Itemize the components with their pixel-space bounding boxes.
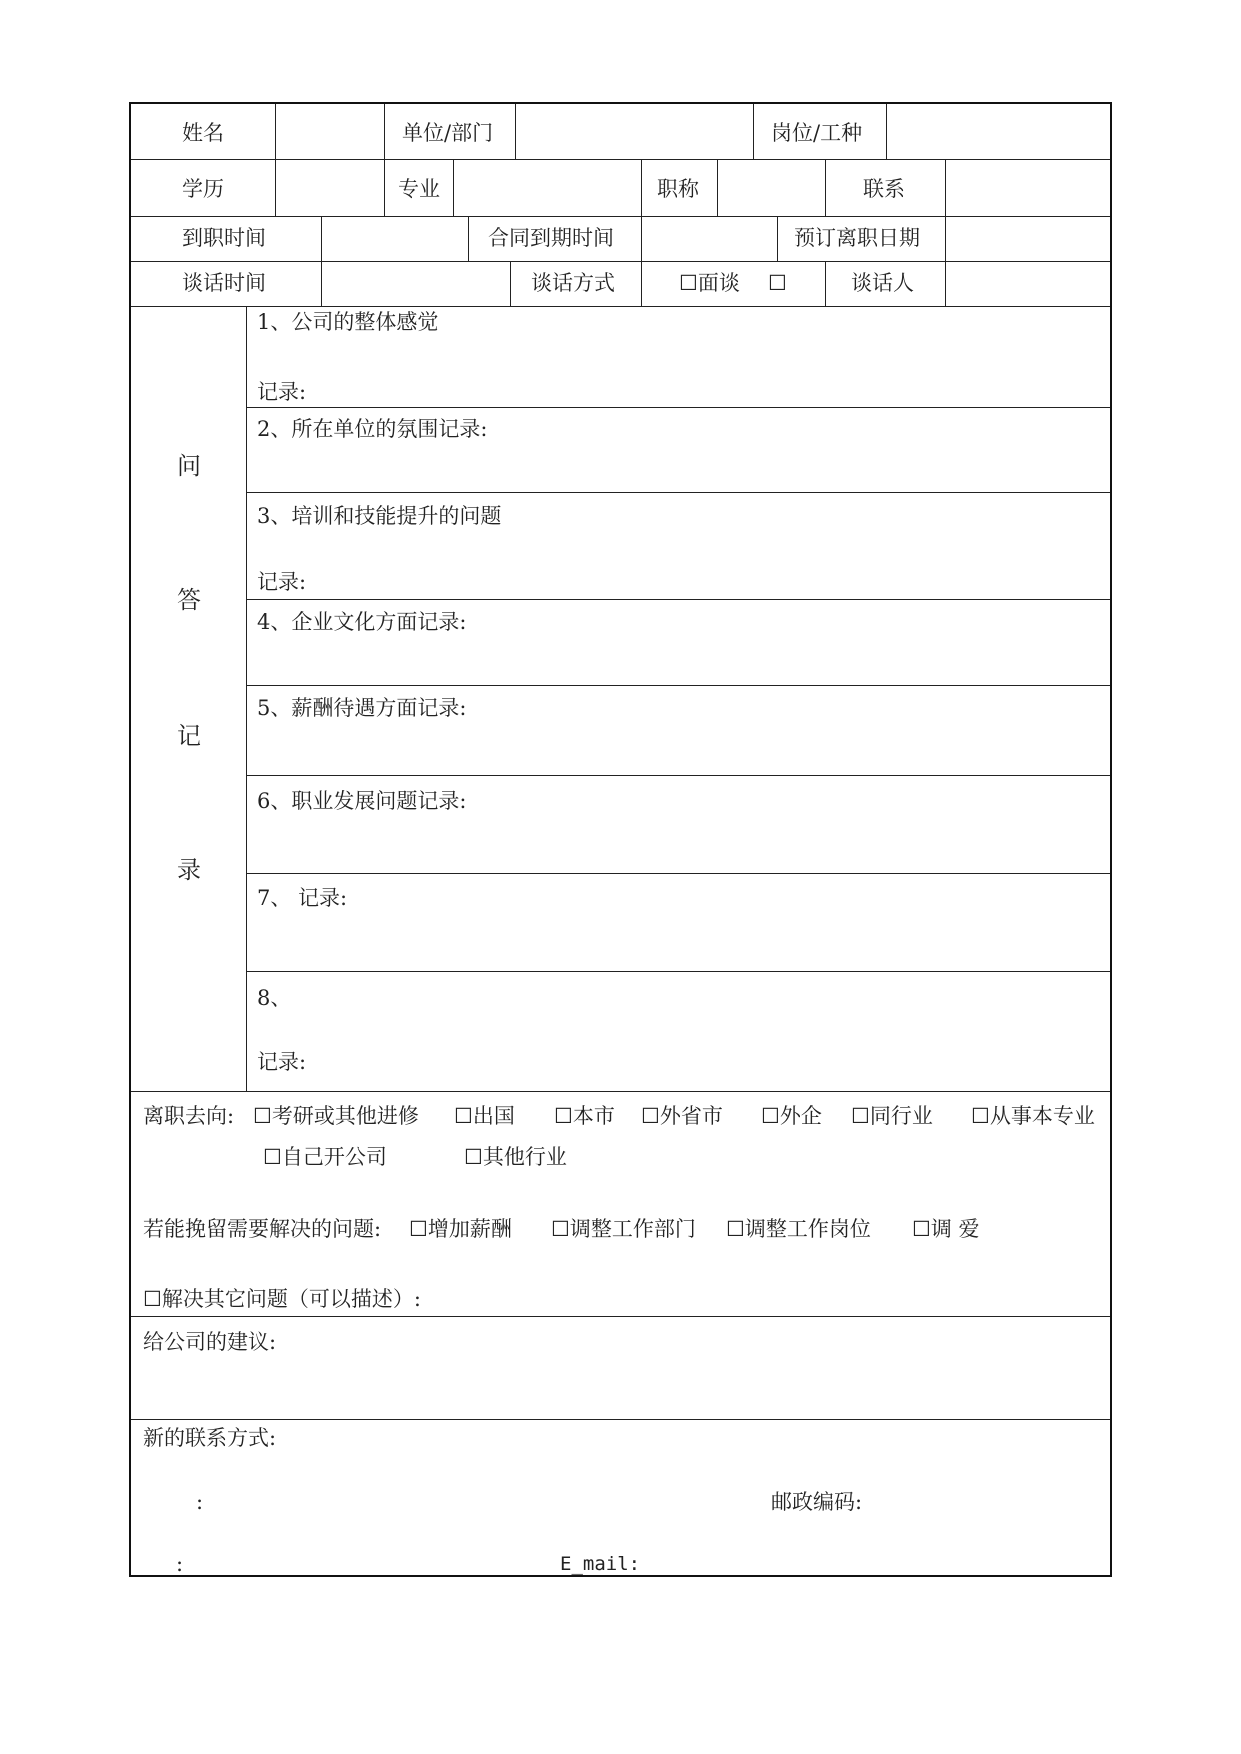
col-divider	[510, 261, 511, 306]
education-label: 学历	[182, 177, 224, 201]
exit-interview-form	[129, 102, 1112, 1577]
destination-option-local-city[interactable]: ☐本市	[554, 1104, 615, 1128]
col-divider	[641, 159, 642, 216]
talk-time-label: 谈话时间	[182, 271, 266, 295]
talk-time-field[interactable]	[322, 262, 510, 306]
question-2: 2、所在单位的氛围记录:	[257, 417, 488, 441]
contact-label: 联系	[863, 177, 905, 201]
name-label: 姓名	[182, 121, 224, 145]
destination-option-further-study[interactable]: ☐考研或其他进修	[253, 1104, 419, 1128]
qa-divider	[246, 685, 1110, 686]
question-8: 8、	[257, 986, 292, 1010]
contract-end-label: 合同到期时间	[488, 226, 614, 250]
question-5: 5、薪酬待遇方面记录:	[257, 696, 467, 720]
post-field[interactable]	[887, 104, 1110, 159]
question-4: 4、企业文化方面记录:	[257, 610, 467, 634]
interviewer-label: 谈话人	[851, 271, 914, 295]
contact-colon: :	[196, 1490, 204, 1514]
answer-5-field[interactable]	[247, 722, 1110, 775]
answer-7-field[interactable]	[247, 912, 1110, 971]
qa-divider	[246, 971, 1110, 972]
major-label: 专业	[398, 177, 440, 201]
qa-divider	[246, 873, 1110, 874]
destination-option-other-province[interactable]: ☐外省市	[641, 1104, 723, 1128]
col-divider	[641, 261, 642, 306]
col-divider	[825, 159, 826, 216]
qa-side-divider	[246, 306, 247, 1091]
retention-option-change-department[interactable]: ☐调整工作部门	[551, 1217, 696, 1241]
answer-6-field[interactable]	[247, 816, 1110, 873]
post-label: 岗位/工种	[771, 121, 863, 145]
qa-divider	[246, 599, 1110, 600]
join-date-field[interactable]	[322, 217, 468, 261]
question-1: 1、公司的整体感觉	[257, 310, 439, 334]
answer-2-field[interactable]	[247, 444, 1110, 492]
record-8-label: 记录:	[257, 1050, 307, 1074]
col-divider	[384, 159, 385, 216]
name-field[interactable]	[276, 104, 384, 159]
destination-option-same-industry[interactable]: ☐同行业	[851, 1104, 933, 1128]
col-divider	[777, 216, 778, 261]
method-option-other[interactable]: ☐	[768, 271, 787, 295]
section-divider	[131, 1316, 1110, 1317]
contact-field[interactable]	[946, 160, 1110, 216]
qa-side-char: 记	[177, 722, 201, 750]
contact-colon: :	[176, 1552, 184, 1576]
destination-label: 离职去向:	[143, 1104, 235, 1128]
row-divider	[131, 306, 1110, 307]
suggestion-label: 给公司的建议:	[143, 1330, 277, 1354]
question-7: 7、 记录:	[257, 886, 348, 910]
job-title-field[interactable]	[718, 160, 825, 216]
join-date-label: 到职时间	[182, 226, 266, 250]
destination-option-other-industry[interactable]: ☐其他行业	[464, 1145, 567, 1169]
retention-option-change-position[interactable]: ☐调整工作岗位	[726, 1217, 871, 1241]
leave-date-field[interactable]	[946, 217, 1110, 261]
answer-3-field[interactable]	[247, 530, 1110, 599]
section-divider	[131, 1091, 1110, 1092]
retention-label: 若能挽留需要解决的问题:	[143, 1217, 382, 1241]
job-title-label: 职称	[657, 177, 699, 201]
interviewer-field[interactable]	[946, 262, 1110, 306]
education-field[interactable]	[276, 160, 384, 216]
col-divider	[468, 216, 469, 261]
major-field[interactable]	[454, 160, 641, 216]
record-3-label: 记录:	[257, 570, 307, 594]
record-1-label: 记录:	[257, 380, 307, 404]
retention-option-adjust[interactable]: ☐调 爱	[912, 1217, 980, 1241]
dept-field[interactable]	[516, 104, 753, 159]
method-option-face-to-face[interactable]: ☐面谈	[679, 271, 740, 295]
question-3: 3、培训和技能提升的问题	[257, 504, 502, 528]
col-divider	[753, 104, 754, 159]
qa-side-char: 录	[177, 856, 201, 884]
answer-8-field[interactable]	[247, 1012, 1110, 1091]
retention-option-raise-salary[interactable]: ☐增加薪酬	[409, 1217, 512, 1241]
col-divider	[384, 104, 385, 159]
qa-divider	[246, 492, 1110, 493]
destination-option-abroad[interactable]: ☐出国	[454, 1104, 515, 1128]
section-divider	[131, 1419, 1110, 1420]
answer-1-field[interactable]	[247, 334, 1110, 407]
destination-option-own-company[interactable]: ☐自己开公司	[263, 1145, 387, 1169]
new-contact-label: 新的联系方式:	[143, 1426, 277, 1450]
dept-label: 单位/部门	[402, 121, 494, 145]
destination-option-foreign-company[interactable]: ☐外企	[761, 1104, 822, 1128]
contract-end-field[interactable]	[642, 217, 777, 261]
qa-divider	[246, 407, 1110, 408]
postcode-label: 邮政编码:	[771, 1490, 863, 1514]
talk-method-label: 谈话方式	[531, 271, 615, 295]
suggestion-field[interactable]	[132, 1356, 1110, 1416]
col-divider	[825, 261, 826, 306]
destination-option-same-profession[interactable]: ☐从事本专业	[971, 1104, 1095, 1128]
qa-divider	[246, 775, 1110, 776]
question-6: 6、职业发展问题记录:	[257, 789, 467, 813]
answer-4-field[interactable]	[247, 636, 1110, 685]
retention-option-other[interactable]: ☐解决其它问题（可以描述）:	[143, 1287, 421, 1311]
leave-date-label: 预订离职日期	[794, 226, 920, 250]
qa-side-char: 问	[177, 452, 201, 480]
email-label: E_mail:	[560, 1553, 641, 1575]
qa-side-char: 答	[177, 586, 201, 614]
